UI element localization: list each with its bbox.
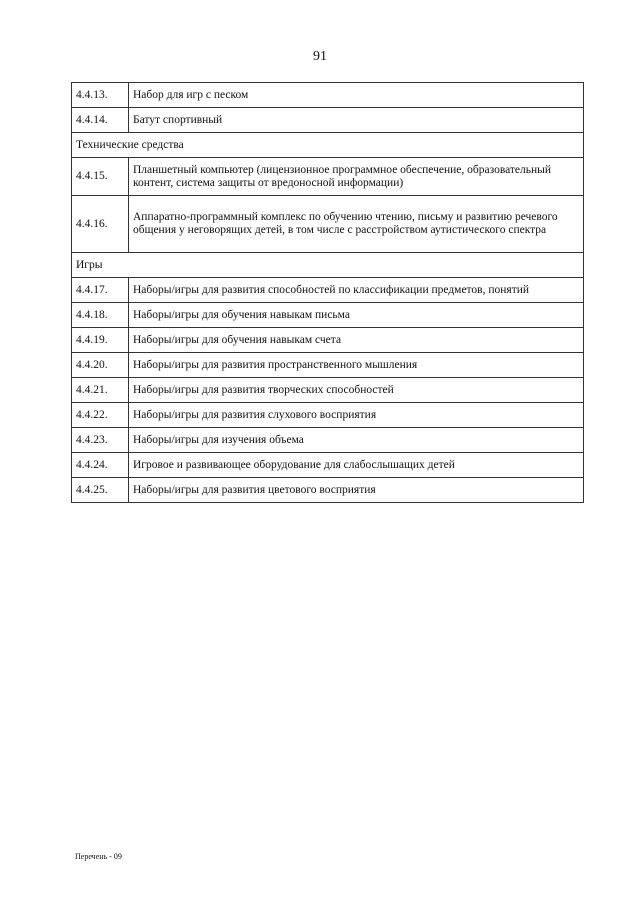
item-number: 4.4.24. — [72, 453, 129, 478]
table-row — [72, 303, 584, 328]
table-row — [72, 478, 584, 503]
equipment-table — [71, 82, 584, 503]
item-number: 4.4.21. — [72, 378, 129, 403]
item-number: 4.4.20. — [72, 353, 129, 378]
item-description: Планшетный компьютер (лицензионное программное обеспечение, образовательный контент, система защиты от вредоносной информации) — [129, 158, 584, 196]
item-description: Набор для игр с песком — [129, 83, 584, 108]
table-row — [72, 328, 584, 353]
table-row — [72, 158, 584, 196]
item-description: Батут спортивный — [129, 108, 584, 133]
footer-label: Перечень - 09 — [75, 852, 122, 861]
section-title: Игры — [72, 253, 584, 278]
item-description: Аппаратно-программный комплекс по обучению чтению, письму и развитию речевого общения у неговорящих детей, в том числе с расстройством аутистического спектра — [129, 196, 584, 253]
table-row — [72, 108, 584, 133]
table-row — [72, 196, 584, 253]
item-number: 4.4.14. — [72, 108, 129, 133]
item-number: 4.4.22. — [72, 403, 129, 428]
table-row — [72, 453, 584, 478]
item-number: 4.4.15. — [72, 158, 129, 196]
section-row — [72, 253, 584, 278]
item-description: Наборы/игры для изучения объема — [129, 428, 584, 453]
item-description: Наборы/игры для обучения навыкам счета — [129, 328, 584, 353]
item-number: 4.4.18. — [72, 303, 129, 328]
item-description: Наборы/игры для развития слухового восприятия — [129, 403, 584, 428]
item-number: 4.4.25. — [72, 478, 129, 503]
table-row — [72, 403, 584, 428]
item-description: Наборы/игры для развития способностей по классификации предметов, понятий — [129, 278, 584, 303]
table-row — [72, 428, 584, 453]
item-number: 4.4.13. — [72, 83, 129, 108]
item-description: Наборы/игры для обучения навыкам письма — [129, 303, 584, 328]
page-number: 91 — [313, 49, 327, 64]
table-row — [72, 83, 584, 108]
item-number: 4.4.23. — [72, 428, 129, 453]
item-number: 4.4.19. — [72, 328, 129, 353]
item-number: 4.4.16. — [72, 196, 129, 253]
section-row — [72, 133, 584, 158]
table-row — [72, 353, 584, 378]
section-title: Технические средства — [72, 133, 584, 158]
table-row — [72, 278, 584, 303]
item-description: Наборы/игры для развития пространственного мышления — [129, 353, 584, 378]
item-description: Наборы/игры для развития творческих способностей — [129, 378, 584, 403]
item-number: 4.4.17. — [72, 278, 129, 303]
item-description: Игровое и развивающее оборудование для слабослышащих детей — [129, 453, 584, 478]
table-row — [72, 378, 584, 403]
item-description: Наборы/игры для развития цветового восприятия — [129, 478, 584, 503]
